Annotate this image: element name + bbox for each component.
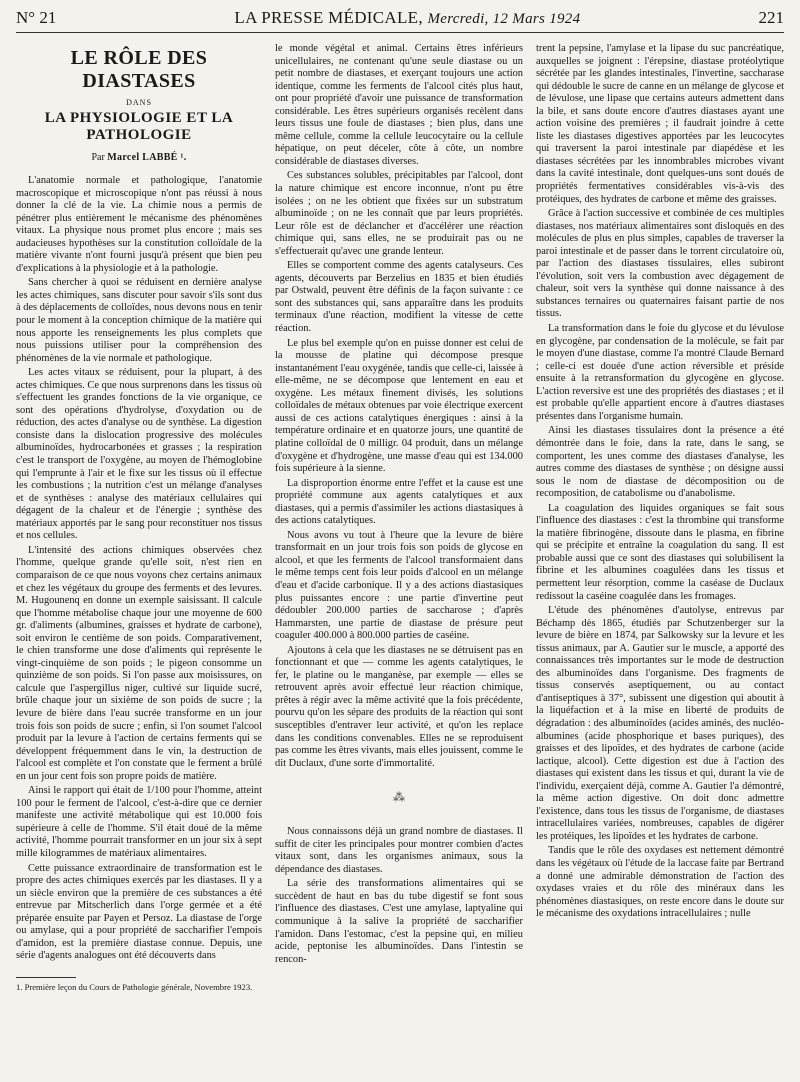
paragraph: Elles se comportent comme des agents catalyseurs. Ces agents, découverts par Berzelius en 1835 et bien étudiés par Ostwald, peuvent être définis de la façon suivante : ce sont des substances qui, sans apparaître dans les produits terminaux d'une réaction, modifient la vitesse de cette réaction. [275, 260, 523, 335]
paragraph: La disproportion énorme entre l'effet et la cause est une propriété commune aux agents catalytiques et aux diastases, qui a permis d'assimiler les actions diastasiques à des actions catalytiques. [275, 477, 523, 527]
journal-title-line [234, 8, 580, 28]
paragraph: Ainsi le rapport qui était de 1/100 pour l'homme, atteint 100 pour le ferment de l'alcool, c'est-à-dire que ce dernier manifeste une activité métabolique qui est 10.000 fois supérieure à celle de l'homme. S'il était doué de la même activité, l'homme pourrait transformer en un jour six à sept mille kilogrammes de matériaux alimentaires. [16, 785, 262, 859]
paragraph: La coagulation des liquides organiques se fait sous l'influence des diastases : c'est la thrombine qui transforme la matière fibrinogène, dissoute dans le plasma, en fibrine qui se précipite et entraîne la coagulation du sang. Il est probable aussi que ce sont des diastases qui solubilisent la fibrine et les albumines coagulées dans les tissus et permettent leur résorption, comme la caséase de Duclaux redissout la caséine coagulée dans les fromages. [536, 502, 784, 602]
section-ornament: ⁂ [393, 790, 405, 805]
footnote: 1. Première leçon du Cours de Pathologie générale, Novembre 1923. [16, 981, 253, 992]
paragraph: Ainsi les diastases tissulaires dont la présence a été démontrée dans le foie, dans la rate, dans le sang, se comportent, les unes comme des diastases d'analyse, les autres comme des diastases de synthèse ; on désigne aussi sous le nom de diastase de décomposition ou de recomposition, de catabolisme ou d'anabolisme. [536, 425, 784, 500]
running-header [16, 8, 784, 33]
issue-date: Mercredi, 12 Mars 1924 [427, 11, 581, 27]
column-3 [536, 43, 784, 1053]
paragraph: Grâce à l'action successive et combinée de ces multiples diastases, nos matériaux alimentaires sont disloqués en des molécules de plus en plus simples, capables de traverser la paroi intestinale et de passer dans le torrent circulatoire où, par l'action des diastases tissulaires, elles subiront l'évolution, soit vers la combustion avec dégagement de chaleur, soit vers la synthèse qui donne naissance à des substances ternaires ou quaternaires faisant partie de nos tissus. [536, 208, 784, 320]
paragraph: Cette puissance extraordinaire de transformation est le propre des actes chimiques exercés par les diastases. Il y a un siècle environ que la première de ces substances a été entrevue par Mitscherlich dans l'orge germée et a été préparée ensuite par Payen et Persoz. La diastase de l'orge ou amylase, qui a pour propriété de saccharifier l'empois d'amidon, est la première diastase connue. Depuis, une série d'agents analogues ont été découverts dans [16, 862, 262, 962]
paragraph: La transformation dans le foie du glycose et du lévulose en glycogène, par condensation de la molécule, se fait par le moyen d'une diastase, comme l'a montré Claude Bernard ; celle-ci est douée d'une action réversible et préside ensuite à la retransformation du glycogène en glycose. L'action reversive est une des propriétés des diastases ; et il est probable qu'elle appartient encore à d'autres diastases présentes dans l'organisme humain. [536, 323, 784, 422]
page-number: 221 [758, 8, 784, 27]
paragraph: Sans chercher à quoi se réduisent en dernière analyse les actes chimiques, sans discuter pour savoir s'ils sont dus à des déplacements de colloïdes, nous devons nous en tenir pour le moment à la conception chimique de la matière qui nous apporte les renseignements les plus complets que nous puissions utiliser pour la compréhension des phénomènes de la vie normale et pathologique. [16, 277, 262, 364]
author-name: Marcel LABBÉ ¹. [107, 152, 187, 163]
issue-number: N° 21 [16, 8, 57, 27]
paragraph: La série des transformations alimentaires qui se succèdent de haut en bas du tube digestif se font sous l'influence des diastases. C'est une amylase, laptyaline qui communique à la salive la propriété de saccharifier l'amidon. Dans l'estomac, c'est la pepsine qui, en milieu acide, peptonise les albuminoïdes. Dans l'intestin se rencon- [275, 878, 523, 965]
paragraph: Le plus bel exemple qu'on en puisse donner est celui de la mousse de platine qui décompose presque instantanément l'eau oxygénée, tandis que celle-ci, laissée à elle-même, ne se décompose que lentement en eau et oxygène. Les métaux finement divisés, les solutions colloïdales de métaux obtenues par voie électrique exercent aussi de ces actions catalytiques énergiques : ainsi à la température ordinaire et en quatorze jours, une quantité de platine colloïdal de 0 milligr. 04 produit, dans un mélange d'oxygène et d'hydrogène, une masse d'eau qui est 134.000 fois supérieure à la sienne. [275, 337, 523, 475]
paragraph: Nous connaissons déjà un grand nombre de diastases. Il suffit de citer les principales pour montrer combien d'actes vitaux sont, dans les organismes animaux, sous la dépendance des diastases. [275, 826, 523, 875]
three-column-body [16, 43, 784, 1053]
paragraph: le monde végétal et animal. Certains êtres inférieurs unicellulaires, ne contenant qu'une seule diastase ou un petit nombre de diastases, et exerçant toujours une action identique, comme les ferments de l'alcool cités plus haut, ont pour propriété d'avoir une puissance de transformation considérable. Les êtres supérieurs organisés recèlent dans leurs tissus une foule de diastases ; bien plus, dans une même cellule, comme la cellule leucocytaire ou la cellule hépatique, on peut déceler, côte à côte, un nombre considérable de diastases diverses. [275, 43, 523, 167]
column-1 [16, 43, 262, 1053]
paragraph: Tandis que le rôle des oxydases est nettement démontré dans les végétaux où l'étude de la laccase faite par Bertrand a donné une admirable démonstration de l'action des oxydases vraies et du rôle des minéraux dans les phénomènes diastasiques, on reste encore dans le doute sur le mécanisme des oxydations intracellulaires ; nulle [536, 845, 784, 920]
column-2 [275, 43, 523, 1053]
footnote-divider [16, 977, 76, 978]
paragraph: L'étude des phénomènes d'autolyse, entrevus par Béchamp dès 1865, étudiés par Schutzenberger sur la levure de bière en 1874, par Salkowsky sur la levure et les tissus animaux, par A. Gautier sur le muscle, a apporté des connaissances très importantes sur le mode de destruction des albuminoïdes dans l'organisme. Des fragments de tissus conservés aseptiquement, ou au contact d'antiseptiques à 37°, subissent une digestion qui aboutit à la liquéfaction et à la mise en liberté de produits de dégradation : des albuminoïdes (acides aminés, des nucléo-albumines (acide phosphorique et bases puriques), des graisses et des lipoïdes, et des hydrates de carbone (acide lactique, alcool). Cette digestion est due à l'action des diastases qui existent dans les tissus et qui, durant la vie de l'individu, exerçaient déjà, comme A. Gautier l'a démontré, la même action digestive. On doit donc admettre l'existence, dans tous les tissus de l'organisme, de diastases intracellulaires variées, nombreuses, capables de digérer les protéiques, les lipoïdes et les hydrates de carbone. [536, 605, 784, 842]
author-prefix: Par [91, 152, 105, 163]
journal-title: LA PRESSE MÉDICALE, [234, 8, 423, 27]
article-title-block [16, 47, 262, 163]
paragraph: Ajoutons à cela que les diastases ne se détruisent pas en fonctionnant et que — comme les agents catalytiques, le fer, le platine ou le manganèse, par exemple — elles se retrouvent après avoir effectué leur réaction chimique, prêtes à régir avec la même activité que la fois précédente, pourvu qu'on les sépare des produits de la réaction qui sont susceptibles d'entraver leur activité, et qu'on les replace dans les conditions convenables. Elles ne se reproduisent pas comme les êtres vivants, mais elles jouissent, comme le dit Duclaux, d'une sorte d'immortalité. [275, 644, 523, 769]
article-subtitle: LA PHYSIOLOGIE ET LA PATHOLOGIE [44, 110, 234, 143]
paragraph: Les actes vitaux se réduisent, pour la plupart, à des actes chimiques. Ce que nous surprenons dans les tissus où s'effectuent les grandes fonctions de la vie organique, ce sont des opérations d'hydrolyse, d'oxydation ou de réduction, des actes d'analyse ou de synthèse. La digestion consiste dans la dislocation progressive des molécules albuminoïdes, hydrocarbonées et grasses ; la respiration c'est le transport de l'oxygène, au moyen de l'hémoglobine qui l'emprunte à l'air et le fixe sur les tissus où il effectue les combustions ; la nutrition c'est un mélange d'analyses et de synthèses : analyse des matériaux cellulaires qui dégagent de la chaleur et de l'énergie ; synthèse des matériaux apportés par le sang pour reconstituer nos tissus et nos cellules. [16, 367, 262, 542]
author-line [16, 152, 262, 163]
paragraph: L'intensité des actions chimiques observées chez l'homme, quelque grande qu'elle soit, n'est rien en comparaison de ce que nous voyons chez certains animaux et chez les végétaux du groupe des ferments et des levures. M. Hugounenq en donne un exemple saisissant. Il calcule que l'homme métabolise chaque jour une moyenne de 600 gr. d'aliments (albumines, graisses et hydrate de carbone), soit environ le centième de son poids. Comparativement, le chien transforme une dose d'aliments qui représente le vingt-cinquième de son poids ; le pigeon consomme un quinzième de son poids. Si l'on passe aux moisissures, on calcule que l'aspergillus niger, cultivé sur liquide sucré, brûle chaque jour un sixième de son poids de sucre ; la levure de bière dans l'eau sucrée transforme en un jour trois fois son poids de sucre ; enfin, si l'on soumet l'alcool produit par la levure à l'action de certains ferments qui se développent fréquemment dans le vin, la destruction de l'alcool est complète et l'on constate que le ferment a brûlé en un jour cent fois son propre poids de matière. [16, 544, 262, 782]
article-title: LE RÔLE DES DIASTASES [70, 47, 208, 92]
paragraph: trent la pepsine, l'amylase et la lipase du suc pancréatique, auxquelles se joignent : l'érepsine, diastase protéolytique sécrétée par les glandes intestinales, l'invertine, saccharase qui dédouble le sucre de canne en un mélange de glycose et de lévulose, une lipase que certains auteurs admettent dans la bile, et sans doute encore d'autres diastases ayant une action voisine des premières ; il faudrait joindre à cette liste les diastases digestives apportées par les leucocytes qui traversent la paroi intestinale par diapédèse et les diastases sécrétées par les innombrables microbes vivant dans la cavité intestinale, dont quelques-uns sont doués de propriétés fermentatives considérables vis-à-vis des protéiques, des hydrates de carbone et même des graisses. [536, 43, 784, 205]
paragraph: Nous avons vu tout à l'heure que la levure de bière transformait en un jour trois fois son poids de glycose en alcool, et que les ferments de l'alcool transformaient dans le même temps cent fois leur poids d'alcool en un mélange d'eau et d'acide carbonique. Il y a des actions diastasiques plus puissantes encore : une partie d'invertine peut dédoubler 200.000 parties de saccharose ; d'après Hammarsten, une partie de diastase de présure peut coaguler 400.000 à 800.000 parties de caséine. [275, 529, 523, 642]
paragraph: Ces substances solubles, précipitables par l'alcool, dont la nature chimique est encore inconnue, n'ont pu être isolées ; on ne les obtient que fixées sur un substratum albuminoïde ; on ne les connaît que par leurs propriétés. Leur rôle est de déclancher et d'accélérer une réaction chimique qui, sans elles, ne se produirait pas ou ne s'effectuerait qu'avec une grande lenteur. [275, 170, 523, 257]
article-title-connector: DANS [126, 98, 152, 107]
paragraph: L'anatomie normale et pathologique, l'anatomie macroscopique et microscopique n'ont pas réussi à nous donner la clé de la vie. La chimie nous a permis de pénétrer plus entièrement le mécanisme des phénomènes vitaux. La physique nous promet plus encore ; mais ses audacieuses hypothèses sur la constitution colloïdale de la matière vivante n'ont fourni jusqu'à présent que bien peu d'explications à la physiologie et à la pathologie. [16, 175, 262, 274]
